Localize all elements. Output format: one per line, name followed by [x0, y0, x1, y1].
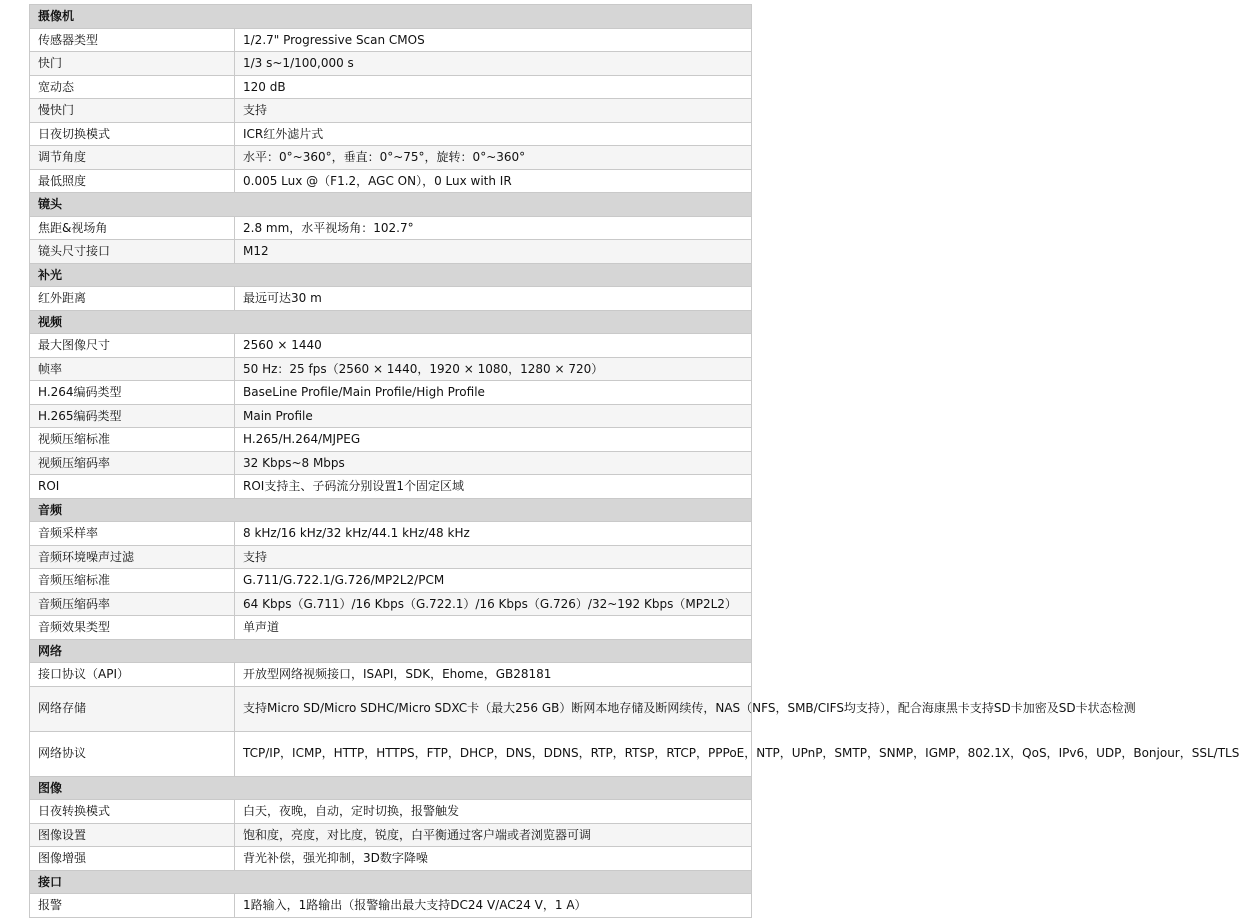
spec-name: ROI	[30, 475, 235, 499]
spec-value: H.265/H.264/MJPEG	[235, 428, 752, 452]
spec-name: 报警	[30, 894, 235, 918]
spec-name: 接口协议（API）	[30, 663, 235, 687]
spec-value: 饱和度，亮度，对比度，锐度，白平衡通过客户端或者浏览器可调	[235, 823, 752, 847]
section-header	[30, 639, 752, 663]
spec-name: 音频环境噪声过滤	[30, 545, 235, 569]
section-title: 补光	[30, 263, 752, 287]
table-row	[30, 428, 752, 452]
spec-value: 2560 × 1440	[235, 334, 752, 358]
spec-table	[29, 4, 1239, 918]
spec-value: 32 Kbps~8 Mbps	[235, 451, 752, 475]
table-row	[30, 216, 752, 240]
spec-value: BaseLine Profile/Main Profile/High Profile	[235, 381, 752, 405]
table-row	[30, 169, 752, 193]
spec-value: 背光补偿，强光抑制，3D数字降噪	[235, 847, 752, 871]
spec-name: 图像设置	[30, 823, 235, 847]
section-title: 音频	[30, 498, 752, 522]
spec-value: ICR红外滤片式	[235, 122, 752, 146]
section-header	[30, 310, 752, 334]
table-row	[30, 475, 752, 499]
table-row	[30, 592, 752, 616]
section-header	[30, 776, 752, 800]
spec-value: 白天，夜晚，自动，定时切换，报警触发	[235, 800, 752, 824]
spec-value: 8 kHz/16 kHz/32 kHz/44.1 kHz/48 kHz	[235, 522, 752, 546]
spec-value: 支持	[235, 545, 752, 569]
spec-value: M12	[235, 240, 752, 264]
spec-value: 64 Kbps（G.711）/16 Kbps（G.722.1）/16 Kbps（G.726）/32~192 Kbps（MP2L2）	[235, 592, 752, 616]
spec-value: 最远可达30 m	[235, 287, 752, 311]
spec-name: 最大图像尺寸	[30, 334, 235, 358]
table-row	[30, 663, 752, 687]
table-row	[30, 404, 752, 428]
spec-name: 传感器类型	[30, 28, 235, 52]
table-row	[30, 122, 752, 146]
section-header	[30, 870, 752, 894]
table-row	[30, 334, 752, 358]
table-row	[30, 522, 752, 546]
spec-name: 网络存储	[30, 686, 235, 731]
spec-value: ROI支持主、子码流分别设置1个固定区域	[235, 475, 752, 499]
table-row	[30, 569, 752, 593]
table-row	[30, 287, 752, 311]
spec-name: 网络协议	[30, 731, 235, 776]
table-row	[30, 686, 752, 731]
spec-value: 单声道	[235, 616, 752, 640]
spec-value: 1/2.7" Progressive Scan CMOS	[235, 28, 752, 52]
section-header	[30, 498, 752, 522]
spec-value: 1/3 s~1/100,000 s	[235, 52, 752, 76]
section-title: 视频	[30, 310, 752, 334]
section-title: 镜头	[30, 193, 752, 217]
spec-value: 支持	[235, 99, 752, 123]
table-row	[30, 451, 752, 475]
spec-name: 音频压缩标准	[30, 569, 235, 593]
spec-name: 视频压缩码率	[30, 451, 235, 475]
spec-value: G.711/G.722.1/G.726/MP2L2/PCM	[235, 569, 752, 593]
spec-name: 帧率	[30, 357, 235, 381]
spec-name: 宽动态	[30, 75, 235, 99]
spec-name: H.264编码类型	[30, 381, 235, 405]
table-row	[30, 823, 752, 847]
table-row	[30, 616, 752, 640]
spec-name: 日夜切换模式	[30, 122, 235, 146]
spec-name: 调节角度	[30, 146, 235, 170]
spec-name: 焦距&视场角	[30, 216, 235, 240]
table-row	[30, 545, 752, 569]
spec-value: 120 dB	[235, 75, 752, 99]
section-title: 网络	[30, 639, 752, 663]
spec-value: 0.005 Lux @（F1.2，AGC ON），0 Lux with IR	[235, 169, 752, 193]
table-row	[30, 99, 752, 123]
table-row	[30, 847, 752, 871]
table-row	[30, 240, 752, 264]
spec-value: TCP/IP，ICMP，HTTP，HTTPS，FTP，DHCP，DNS，DDNS，RTP，RTSP，RTCP，PPPoE，NTP，UPnP，SMTP，SNMP，IGMP，802.1X，QoS，IPv6，UDP，Bonjour，SSL/TLS	[235, 731, 752, 776]
section-header	[30, 5, 752, 29]
section-header	[30, 193, 752, 217]
section-title: 图像	[30, 776, 752, 800]
spec-name: 慢快门	[30, 99, 235, 123]
table-row	[30, 52, 752, 76]
spec-name: 快门	[30, 52, 235, 76]
spec-name: 视频压缩标准	[30, 428, 235, 452]
table-row	[30, 800, 752, 824]
spec-value: 50 Hz：25 fps（2560 × 1440，1920 × 1080，1280 × 720）	[235, 357, 752, 381]
spec-value: 支持Micro SD/Micro SDHC/Micro SDXC卡（最大256 GB）断网本地存储及断网续传，NAS（NFS，SMB/CIFS均支持），配合海康黑卡支持SD卡加密及SD卡状态检测	[235, 686, 752, 731]
spec-value: 2.8 mm，水平视场角：102.7°	[235, 216, 752, 240]
spec-name: H.265编码类型	[30, 404, 235, 428]
table-row	[30, 731, 752, 776]
table-row	[30, 357, 752, 381]
spec-name: 红外距离	[30, 287, 235, 311]
spec-name: 最低照度	[30, 169, 235, 193]
spec-value: 1路输入，1路输出（报警输出最大支持DC24 V/AC24 V，1 A）	[235, 894, 752, 918]
spec-value: Main Profile	[235, 404, 752, 428]
table-row	[30, 146, 752, 170]
spec-name: 音频采样率	[30, 522, 235, 546]
spec-name: 图像增强	[30, 847, 235, 871]
section-header	[30, 263, 752, 287]
spec-name: 音频压缩码率	[30, 592, 235, 616]
table-row	[30, 28, 752, 52]
spec-value: 水平：0°~360°，垂直：0°~75°，旋转：0°~360°	[235, 146, 752, 170]
spec-table-body	[30, 5, 1239, 918]
spec-name: 日夜转换模式	[30, 800, 235, 824]
table-row	[30, 381, 752, 405]
section-title: 摄像机	[30, 5, 752, 29]
spec-name: 镜头尺寸接口	[30, 240, 235, 264]
table-row	[30, 75, 752, 99]
section-title: 接口	[30, 870, 752, 894]
table-row	[30, 894, 752, 918]
spec-value: 开放型网络视频接口，ISAPI，SDK，Ehome，GB28181	[235, 663, 752, 687]
spec-name: 音频效果类型	[30, 616, 235, 640]
